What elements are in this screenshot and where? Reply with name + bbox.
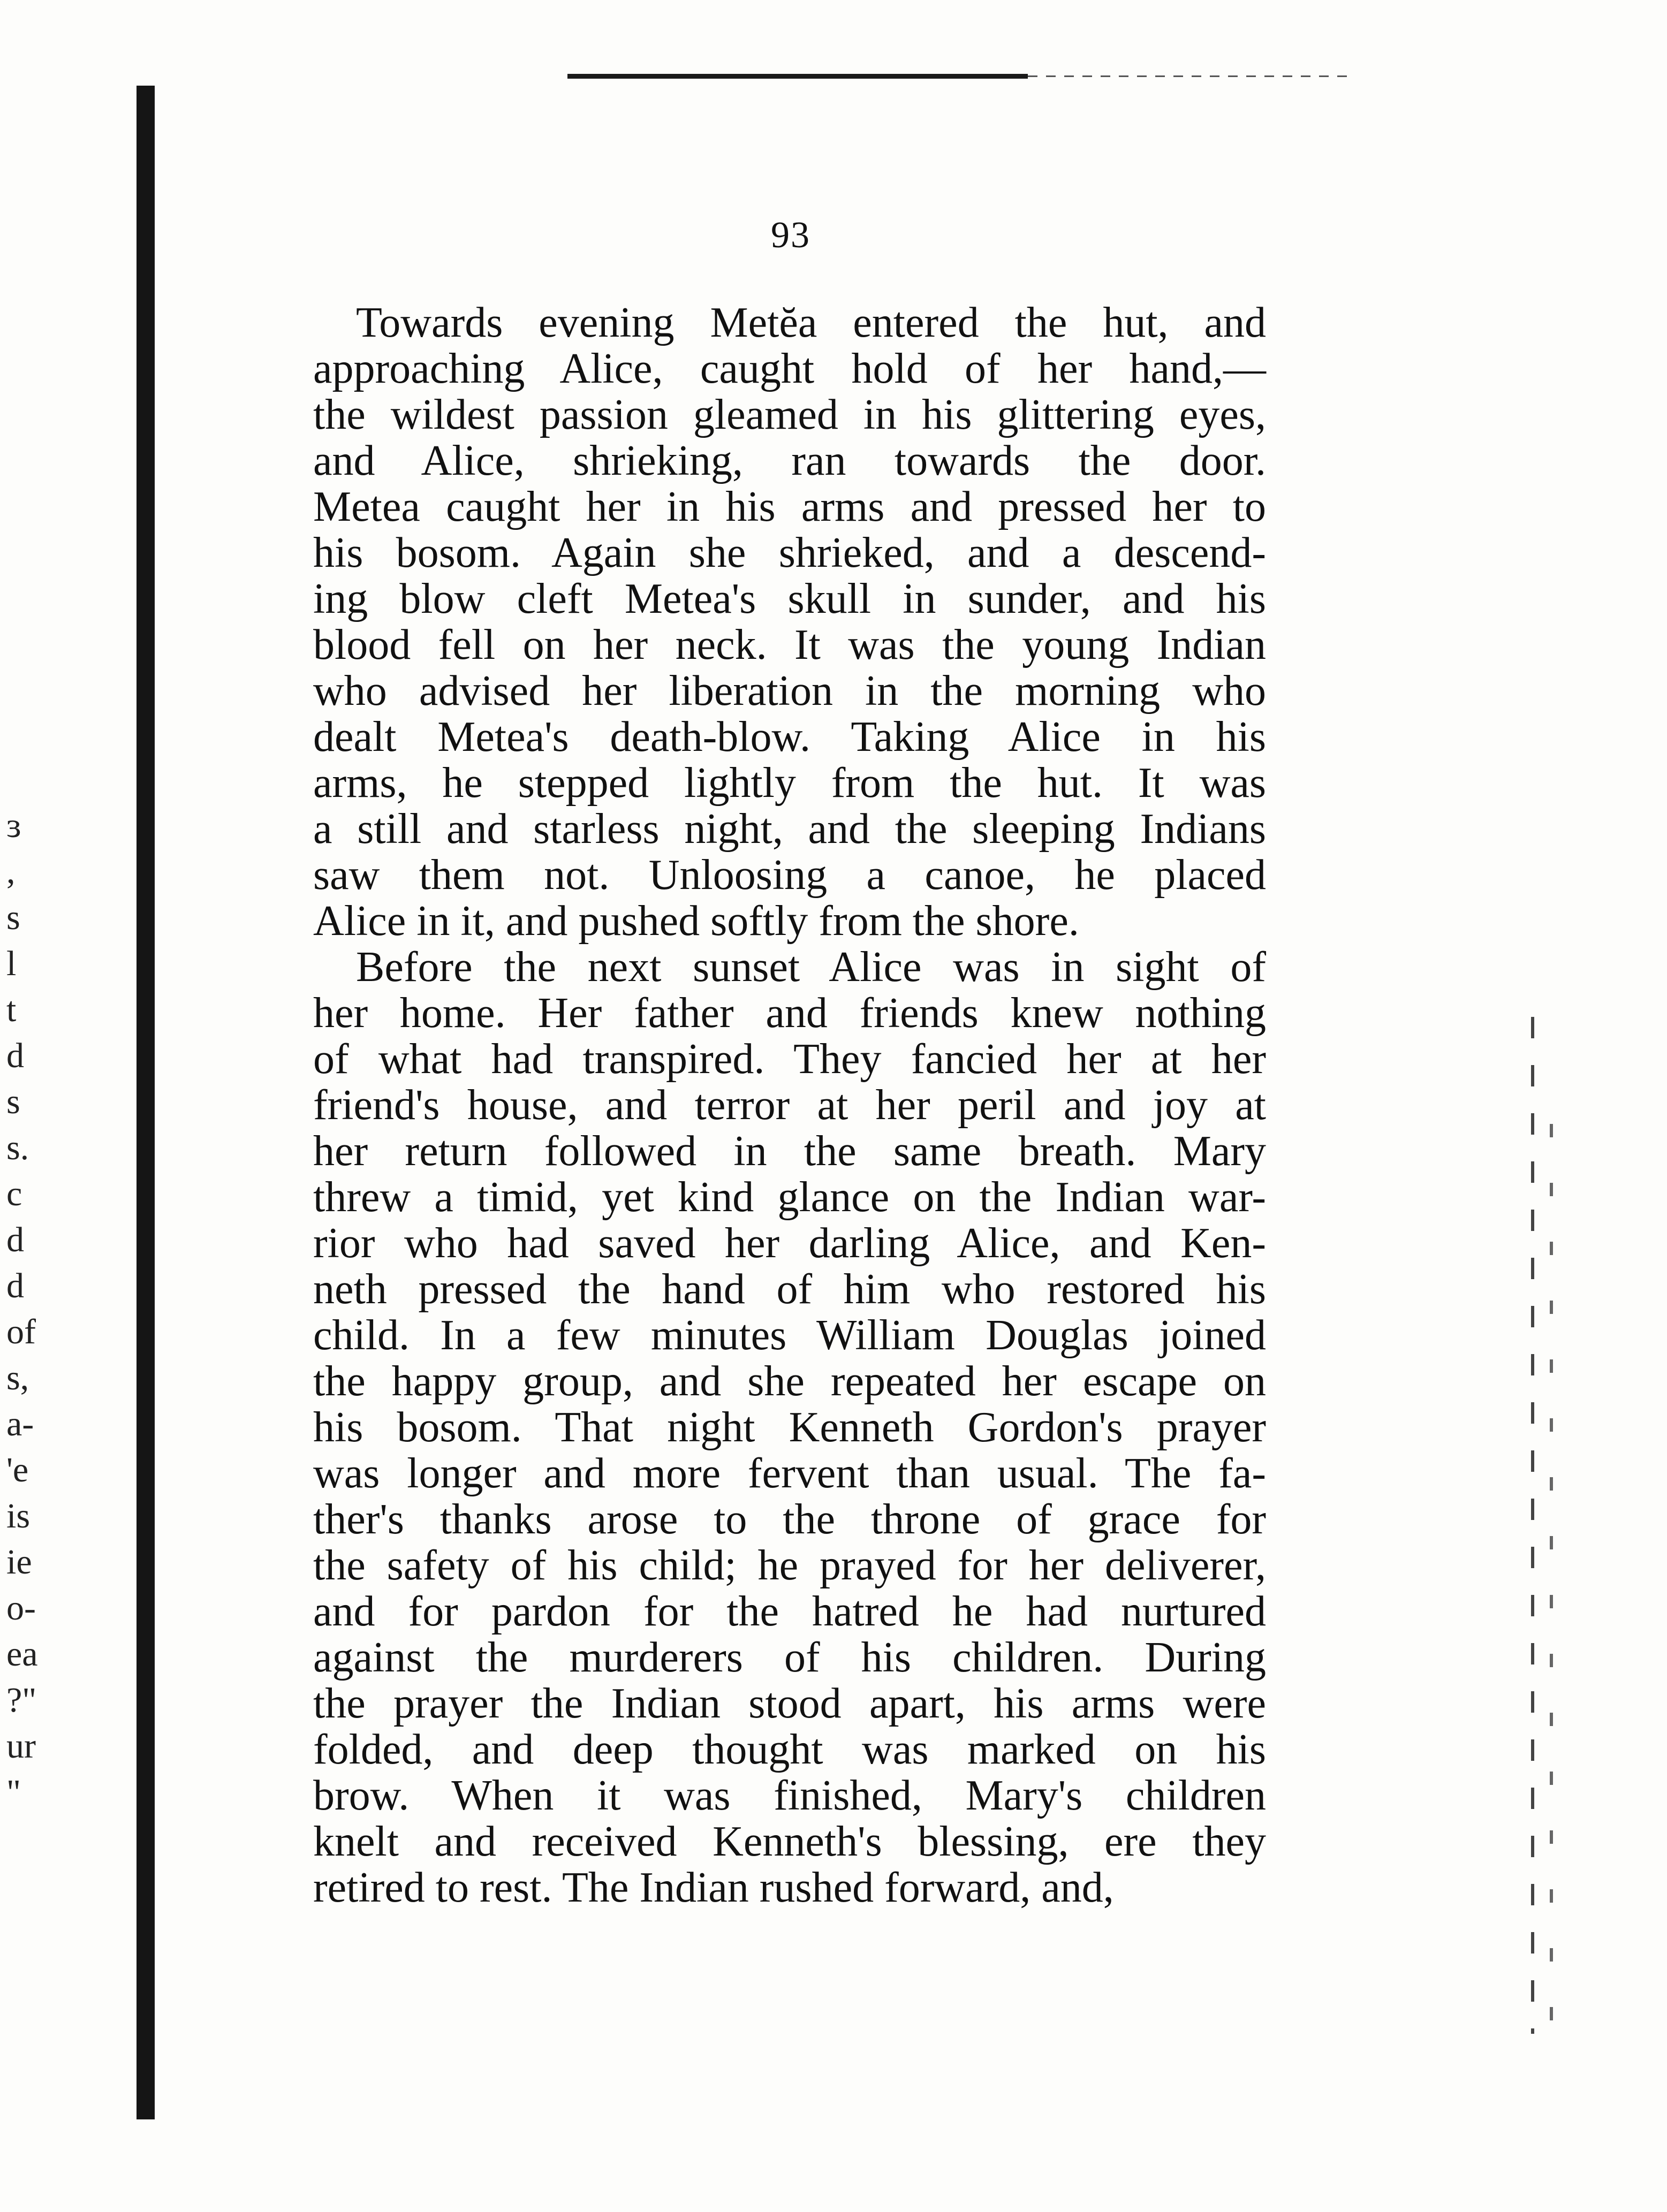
text-line: approaching Alice, caught hold of her hand,— — [313, 345, 1266, 392]
page-edge-marks-secondary — [1550, 1124, 1553, 2034]
adjacent-page-bleed — [6, 803, 65, 1815]
bleed-fragment: ie — [6, 1542, 32, 1582]
binding-shadow — [137, 86, 155, 2119]
bleed-fragment: d — [6, 1036, 24, 1075]
bleed-fragment: s, — [6, 1358, 29, 1397]
text-line: brow. When it was finished, Mary's children — [313, 1772, 1266, 1819]
text-line: who advised her liberation in the morning who — [313, 667, 1266, 714]
body-text — [313, 300, 1266, 1911]
text-line: her return followed in the same breath. Mary — [313, 1128, 1266, 1175]
bleed-fragment: ɜ — [6, 806, 21, 845]
top-rule — [567, 74, 1028, 79]
text-line: Before the next sunset Alice was in sight of — [356, 944, 1266, 991]
text-line: and Alice, shrieking, ran towards the door. — [313, 437, 1266, 484]
text-line: saw them not. Unloosing a canoe, he placed — [313, 852, 1266, 899]
bleed-fragment: d — [6, 1220, 24, 1259]
text-line: knelt and received Kenneth's blessing, ere they — [313, 1818, 1266, 1865]
bleed-fragment: l — [6, 944, 17, 983]
bleed-fragment: ea — [6, 1635, 38, 1674]
text-line: neth pressed the hand of him who restored his — [313, 1266, 1266, 1313]
text-line: was longer and more fervent than usual. The fa- — [313, 1450, 1266, 1497]
text-line: the safety of his child; he prayed for her deliverer, — [313, 1542, 1266, 1589]
text-line: Towards evening Metĕa entered the hut, and — [356, 299, 1266, 346]
text-line: Alice in it, and pushed softly from the shore. — [313, 898, 1079, 945]
text-line: rior who had saved her darling Alice, and Ken- — [313, 1220, 1266, 1267]
bleed-fragment: ?" — [6, 1681, 37, 1720]
bleed-fragment: t — [6, 990, 17, 1029]
text-line: his bosom. That night Kenneth Gordon's prayer — [313, 1404, 1266, 1451]
text-line: of what had transpired. They fancied her at her — [313, 1036, 1266, 1083]
text-line: the prayer the Indian stood apart, his arms were — [313, 1680, 1266, 1727]
page-edge-marks — [1531, 1017, 1534, 2034]
page-number: 93 — [771, 215, 810, 256]
text-line: blood fell on her neck. It was the young Indian — [313, 621, 1266, 668]
bleed-fragment: is — [6, 1496, 31, 1536]
text-line: ther's thanks arose to the throne of grace for — [313, 1496, 1266, 1543]
bleed-fragment: s. — [6, 1128, 29, 1167]
text-line: a still and starless night, and the sleeping Indians — [313, 805, 1266, 853]
text-line: arms, he stepped lightly from the hut. It was — [313, 759, 1266, 807]
bleed-fragment: s — [6, 898, 20, 937]
text-line: folded, and deep thought was marked on his — [313, 1726, 1266, 1773]
text-line: the wildest passion gleamed in his glittering eyes, — [313, 391, 1266, 438]
text-line: Metea caught her in his arms and pressed her to — [313, 483, 1266, 530]
text-line: friend's house, and terror at her peril and joy at — [313, 1082, 1266, 1129]
bleed-fragment: a- — [6, 1404, 34, 1443]
text-line: retired to rest. The Indian rushed forward, and, — [313, 1864, 1114, 1911]
text-line: against the murderers of his children. During — [313, 1634, 1266, 1681]
bleed-fragment: d — [6, 1266, 24, 1305]
top-rule-faint — [1028, 75, 1349, 77]
bleed-fragment: " — [6, 1773, 21, 1812]
text-line: the happy group, and she repeated her escape on — [313, 1358, 1266, 1405]
text-line: and for pardon for the hatred he had nurtured — [313, 1588, 1266, 1635]
text-line: threw a timid, yet kind glance on the Indian war- — [313, 1174, 1266, 1221]
text-line: child. In a few minutes William Douglas joined — [313, 1312, 1266, 1359]
text-line: dealt Metea's death-blow. Taking Alice in his — [313, 713, 1266, 761]
text-line: her home. Her father and friends knew nothing — [313, 990, 1266, 1037]
text-line: ing blow cleft Metea's skull in sunder, and his — [313, 575, 1266, 622]
bleed-fragment: 'e — [6, 1450, 29, 1489]
bleed-fragment: of — [6, 1312, 36, 1351]
bleed-fragment: ur — [6, 1727, 36, 1766]
bleed-fragment: s — [6, 1082, 20, 1121]
bleed-fragment: o- — [6, 1588, 36, 1628]
bleed-fragment: , — [6, 852, 16, 891]
bleed-fragment: c — [6, 1174, 22, 1213]
text-line: his bosom. Again she shrieked, and a descend- — [313, 529, 1266, 576]
